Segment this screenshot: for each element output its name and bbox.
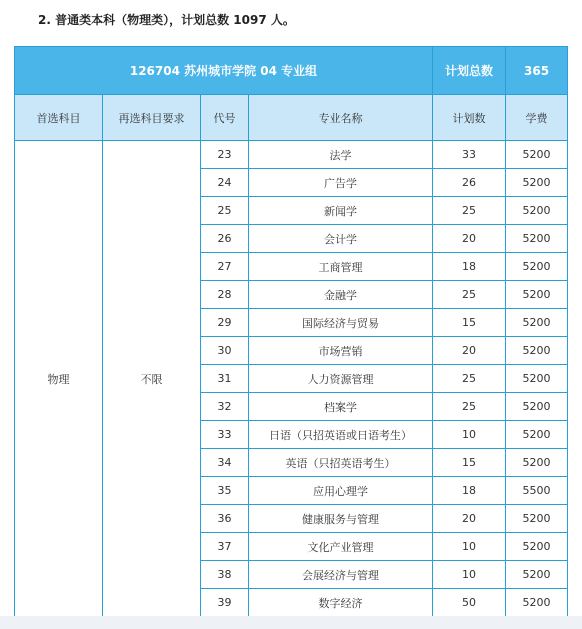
column-header-first-subject: 首选科目 (15, 95, 103, 141)
tuition-cell: 5200 (506, 505, 568, 533)
code-cell: 29 (201, 309, 249, 337)
major-name-cell: 应用心理学 (249, 477, 433, 505)
column-header-code: 代号 (201, 95, 249, 141)
second-requirement-cell: 不限 (103, 141, 201, 617)
tuition-cell: 5200 (506, 449, 568, 477)
major-name-cell: 广告学 (249, 169, 433, 197)
tuition-cell: 5200 (506, 365, 568, 393)
first-subject-cell: 物理 (15, 141, 103, 617)
plan-count-cell: 25 (433, 365, 506, 393)
column-header-row (15, 95, 568, 141)
plan-count-cell: 15 (433, 309, 506, 337)
column-header-major-name: 专业名称 (249, 95, 433, 141)
tuition-cell: 5200 (506, 533, 568, 561)
table-body (15, 141, 568, 617)
enrollment-plan-table (14, 46, 568, 617)
plan-count-cell: 20 (433, 225, 506, 253)
tuition-cell: 5200 (506, 309, 568, 337)
tuition-cell: 5200 (506, 589, 568, 617)
major-name-cell: 档案学 (249, 393, 433, 421)
column-header-plan-count: 计划数 (433, 95, 506, 141)
code-cell: 31 (201, 365, 249, 393)
code-cell: 27 (201, 253, 249, 281)
major-name-cell: 日语（只招英语或日语考生） (249, 421, 433, 449)
code-cell: 23 (201, 141, 249, 169)
plan-count-cell: 25 (433, 281, 506, 309)
plan-count-cell: 10 (433, 561, 506, 589)
plan-count-cell: 25 (433, 197, 506, 225)
tuition-cell: 5200 (506, 141, 568, 169)
tuition-cell: 5200 (506, 393, 568, 421)
major-name-cell: 人力资源管理 (249, 365, 433, 393)
plan-count-cell: 15 (433, 449, 506, 477)
major-name-cell: 英语（只招英语考生） (249, 449, 433, 477)
plan-count-cell: 25 (433, 393, 506, 421)
plan-count-cell: 10 (433, 421, 506, 449)
major-name-cell: 国际经济与贸易 (249, 309, 433, 337)
major-name-cell: 健康服务与管理 (249, 505, 433, 533)
plan-count-cell: 26 (433, 169, 506, 197)
major-name-cell: 数字经济 (249, 589, 433, 617)
code-cell: 36 (201, 505, 249, 533)
bottom-band (0, 616, 582, 629)
code-cell: 39 (201, 589, 249, 617)
code-cell: 24 (201, 169, 249, 197)
major-name-cell: 会展经济与管理 (249, 561, 433, 589)
major-name-cell: 会计学 (249, 225, 433, 253)
code-cell: 33 (201, 421, 249, 449)
plan-count-cell: 33 (433, 141, 506, 169)
tuition-cell: 5200 (506, 169, 568, 197)
plan-total-value: 365 (506, 47, 568, 95)
code-cell: 34 (201, 449, 249, 477)
column-header-second-requirement: 再选科目要求 (103, 95, 201, 141)
plan-count-cell: 20 (433, 505, 506, 533)
tuition-cell: 5200 (506, 197, 568, 225)
tuition-cell: 5200 (506, 561, 568, 589)
code-cell: 38 (201, 561, 249, 589)
tuition-cell: 5200 (506, 225, 568, 253)
major-name-cell: 文化产业管理 (249, 533, 433, 561)
group-title: 126704 苏州城市学院 04 专业组 (15, 47, 433, 95)
code-cell: 37 (201, 533, 249, 561)
major-name-cell: 法学 (249, 141, 433, 169)
tuition-cell: 5200 (506, 253, 568, 281)
tuition-cell: 5200 (506, 421, 568, 449)
plan-count-cell: 10 (433, 533, 506, 561)
code-cell: 26 (201, 225, 249, 253)
group-header-row (15, 47, 568, 95)
major-name-cell: 金融学 (249, 281, 433, 309)
major-name-cell: 市场营销 (249, 337, 433, 365)
plan-count-cell: 18 (433, 477, 506, 505)
column-header-tuition: 学费 (506, 95, 568, 141)
code-cell: 30 (201, 337, 249, 365)
table-row (15, 141, 568, 169)
major-name-cell: 工商管理 (249, 253, 433, 281)
code-cell: 25 (201, 197, 249, 225)
plan-count-cell: 18 (433, 253, 506, 281)
tuition-cell: 5200 (506, 281, 568, 309)
major-name-cell: 新闻学 (249, 197, 433, 225)
code-cell: 32 (201, 393, 249, 421)
code-cell: 28 (201, 281, 249, 309)
plan-count-cell: 50 (433, 589, 506, 617)
plan-total-label: 计划总数 (433, 47, 506, 95)
plan-count-cell: 20 (433, 337, 506, 365)
code-cell: 35 (201, 477, 249, 505)
section-heading: 2. 普通类本科（物理类），计划总数 1097 人。 (38, 13, 295, 27)
tuition-cell: 5200 (506, 337, 568, 365)
tuition-cell: 5500 (506, 477, 568, 505)
